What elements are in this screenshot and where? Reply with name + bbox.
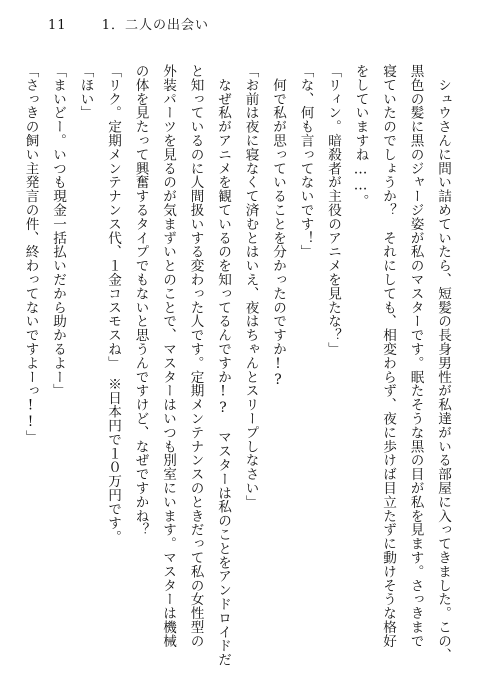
dialogue-line: 「お前は夜に寝なくて済むとはいえ、夜はちゃんとスリープしなさい」 (242, 64, 259, 509)
dialogue-line: 「な、何も言ってないです！」 (297, 64, 314, 259)
page-number: 11 (48, 18, 67, 33)
dialogue-line: 「リィン。暗殺者が主役のアニメを見たな？」 (325, 64, 341, 356)
text-line: 寝ていたのでしょうか？ それにしても、相変わらず、夜に歩けば目立たずに動けそうな格好 (380, 64, 396, 648)
chapter-title: 1．二人の出会い (101, 18, 209, 33)
text-line: 外装パーツを見るのが気まずいとのことで、マスターはいつも別室にいます。マスターは機械 (160, 64, 176, 648)
page-header (48, 14, 209, 33)
text-line: と知っているのに人間扱いする変わった人です。定期メンテナンスのときだって私の女性型の (187, 64, 204, 648)
text-line: シュウさんに問い詰めていたら、短髪の長身男性が私達がいる部屋に入ってきました。この、 (435, 64, 451, 662)
dialogue-line: 「ほい」 (77, 64, 94, 120)
dialogue-line: 「リク。定期メンテナンス代、１金コスモスね」 ※日本円で１０万円です。 (105, 64, 121, 544)
text-line: なぜ私がアニメを観ているのを知ってるんですか!? マスターは私のことをアンドロイドだ (215, 64, 231, 667)
body-text (22, 64, 456, 672)
text-line: をしていますね……。 (352, 64, 369, 208)
text-line: 何で私が思っていることを分かったのですか!? (270, 64, 286, 389)
text-line: の体を見たって興奮するタイプでもないと思うんですけど、なぜですかね？ (132, 64, 149, 537)
dialogue-line: 「まいどー。いつも現金一括払いだから助かるよー」 (50, 64, 66, 398)
text-line: 黒色の髪に黒のジャージ姿が私のマスターです。眠たそうな黒の目が私を見ます。さっきまで (407, 64, 424, 648)
dialogue-line: 「さっきの飼い主発言の件、終わってないですよーっ!!」 (22, 64, 39, 445)
